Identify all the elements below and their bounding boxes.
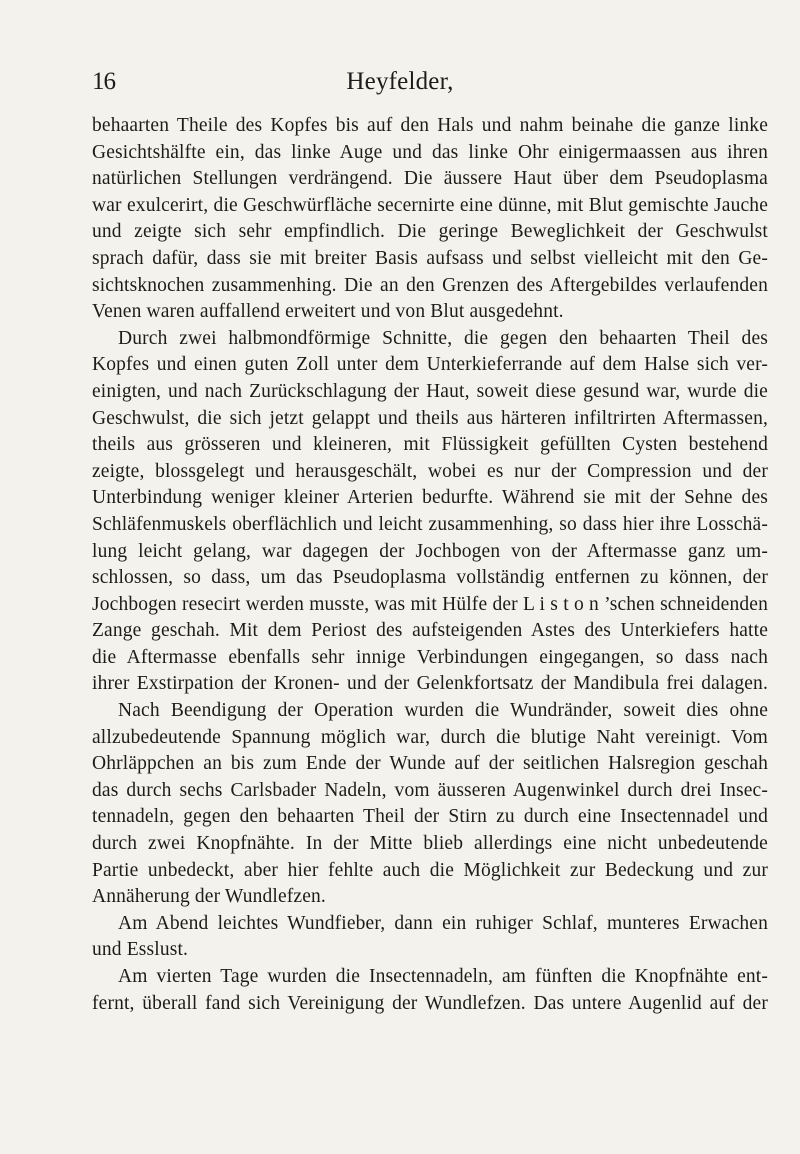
text-line: war exulcerirt, die Geschwürfläche secernirte eine dünne, mit Blut gemischte Jauche (92, 194, 768, 216)
text-line: Nach Beendigung der Operation wurden die Wundränder, soweit dies ohne (118, 700, 768, 722)
text-line: Unterbindung weniger kleiner Arterien bedurfte. Während sie mit der Sehne des (92, 487, 768, 509)
text-line: lung leicht gelang, war dagegen der Jochbogen von der Aftermasse ganz um- (92, 540, 768, 562)
text-line: Ohrläppchen an bis zum Ende der Wunde auf der seitlichen Halsregion geschah (92, 753, 768, 775)
text-line: Schläfenmuskels oberflächlich und leicht zusammenhing, so dass hier ihre Losschä- (92, 513, 768, 535)
body-text (92, 113, 768, 1017)
text-line: und Esslust. (92, 939, 189, 961)
text-line: Am vierten Tage wurden die Insectennadeln, am fünften die Knopfnähte ent- (118, 966, 768, 987)
text-line: sprach dafür, dass sie mit breiter Basis aufsass und selbst vielleicht mit den Ge- (92, 247, 768, 269)
text-line: Venen waren auffallend erweitert und von Blut ausgedehnt. (92, 301, 564, 323)
text-line: ihrer Exstirpation der Kronen- und der Gelenkfortsatz der Mandibula frei dalagen. (92, 673, 768, 695)
text-line: Jochbogen resecirt werden musste, was mit Hülfe der L i s t o n ’schen schneidenden (92, 593, 768, 615)
text-line: durch zwei Knopfnähte. In der Mitte blieb allerdings eine nicht unbedeutende (92, 833, 768, 855)
text-line: Zange geschah. Mit dem Periost des aufsteigenden Astes des Unterkiefers hatte (92, 620, 768, 642)
text-line: tennadeln, gegen den behaarten Theil der Stirn zu durch eine Insectennadel und (92, 806, 768, 828)
text-line: theils aus grösseren und kleineren, mit Flüssigkeit gefüllten Cysten bestehend (92, 434, 768, 456)
text-line: das durch sechs Carlsbader Nadeln, vom äusseren Augenwinkel durch drei Insec- (92, 779, 768, 801)
text-line: behaarten Theile des Kopfes bis auf den Hals und nahm beinahe die ganze linke (92, 115, 768, 136)
text-line: Kopfes und einen guten Zoll unter dem Unterkieferrande auf dem Halse sich ver- (92, 354, 768, 376)
text-line: Durch zwei halbmondförmige Schnitte, die gegen den behaarten Theil des (118, 327, 768, 349)
text-line: natürlichen Stellungen verdrängend. Die äussere Haut über dem Pseudoplasma (92, 168, 768, 190)
page-header (0, 68, 800, 104)
text-line: Geschwulst, die sich jetzt gelappt und theils aus härteren infiltrirten Aftermassen, (92, 407, 768, 429)
text-line: fernt, überall fand sich Vereinigung der Wundlefzen. Das untere Augenlid auf der (92, 992, 768, 1014)
text-line: Gesichtshälfte ein, das linke Auge und das linke Ohr einigermaassen aus ihren (92, 141, 768, 163)
page-number: 16 (92, 68, 115, 95)
text-line: zeigte, blossgelegt und herausgeschält, wobei es nur der Compression und der (92, 460, 768, 482)
text-line: Partie unbedeckt, aber hier fehlte auch die Möglichkeit zur Bedeckung und zur (92, 859, 768, 881)
text-line: Annäherung der Wundlefzen. (92, 886, 326, 908)
text-line: sichtsknochen zusammenhing. Die an den Grenzen des Aftergebildes verlaufenden (92, 274, 768, 296)
text-line: die Aftermasse ebenfalls sehr innige Verbindungen eingegangen, so dass nach (92, 646, 768, 668)
text-line: Am Abend leichtes Wundfieber, dann ein ruhiger Schlaf, munteres Erwachen (118, 912, 768, 934)
text-line: schlossen, so dass, um das Pseudoplasma vollständig entfernen zu können, der (92, 567, 768, 589)
text-line: allzubedeutende Spannung möglich war, durch die blutige Naht vereinigt. Vom (92, 726, 768, 748)
text-line: und zeigte sich sehr empfindlich. Die geringe Beweglichkeit der Geschwulst (92, 221, 768, 243)
running-head: Heyfelder, (346, 68, 454, 95)
text-line: einigten, und nach Zurückschlagung der Haut, soweit diese gesund war, wurde die (92, 380, 768, 402)
